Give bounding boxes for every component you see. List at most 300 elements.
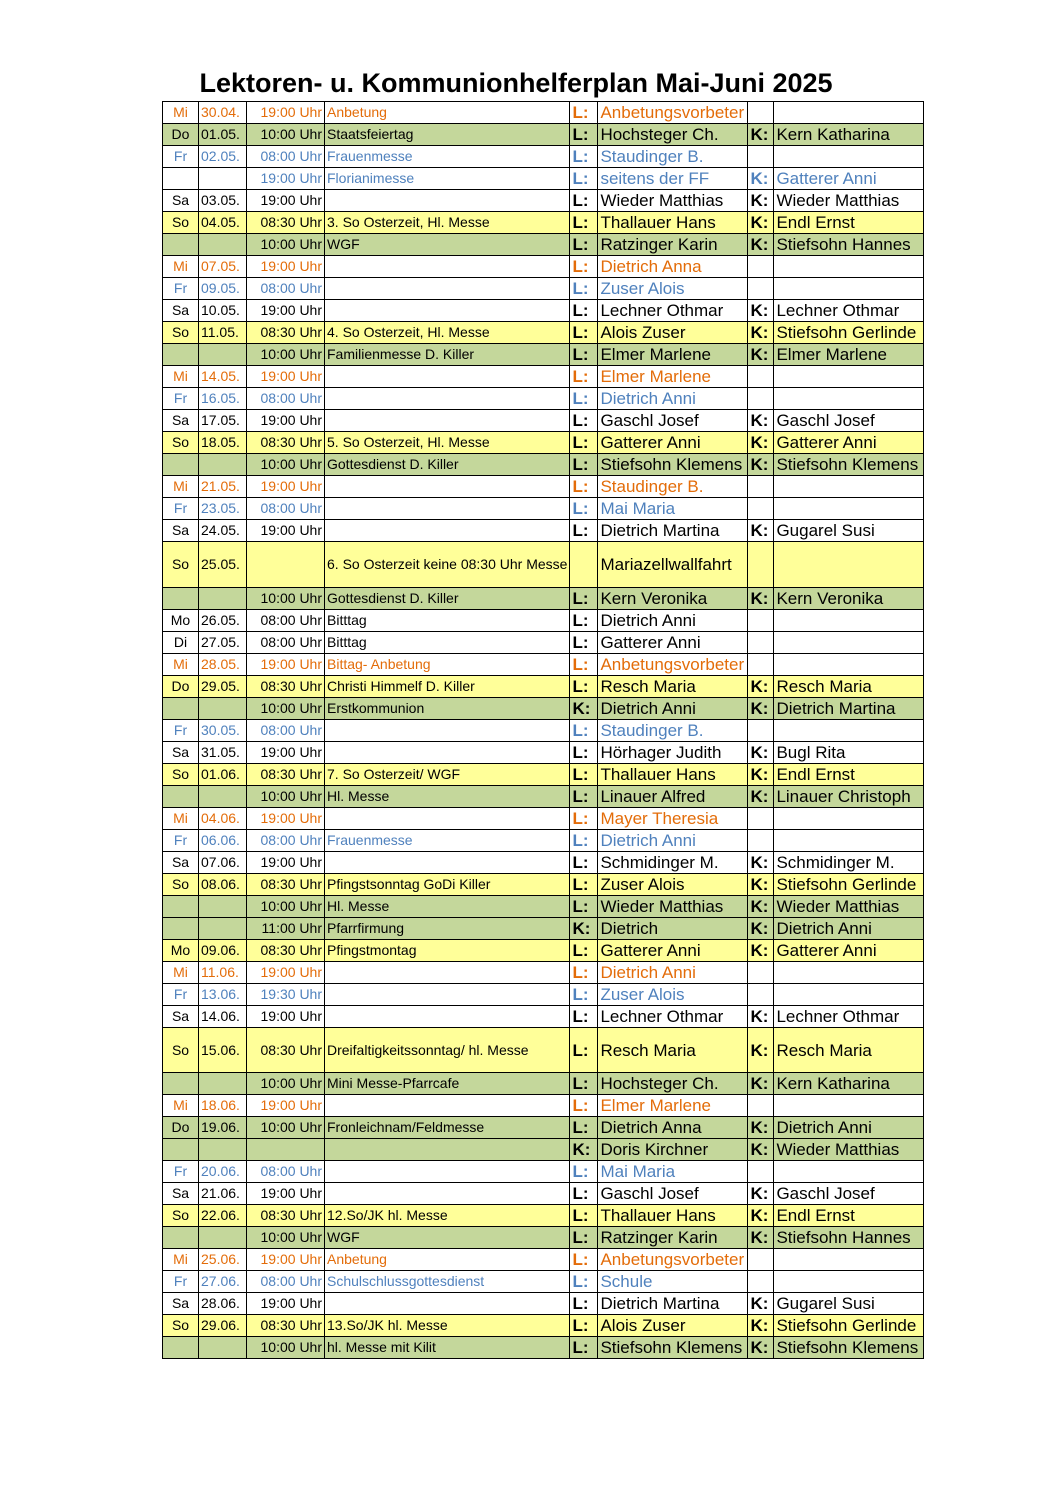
lector-role-cell: L: [570,498,598,520]
event-cell [325,366,570,388]
date-cell [199,1073,247,1095]
lector-name-cell: Gatterer Anni [598,940,748,962]
date-cell: 09.05. [199,278,247,300]
time-cell: 08:30 Uhr [247,764,325,786]
communion-name-cell: Resch Maria [774,1028,924,1073]
communion-name-cell [774,808,924,830]
day-cell: Mo [163,610,199,632]
schedule-row [163,610,924,632]
time-cell: 19:00 Uhr [247,1249,325,1271]
schedule-row [163,874,924,896]
schedule-row [163,918,924,940]
event-cell [325,1293,570,1315]
lector-name-cell: Dietrich Anni [598,610,748,632]
lector-name-cell: Dietrich Martina [598,1293,748,1315]
day-cell [163,344,199,366]
date-cell: 20.06. [199,1161,247,1183]
date-cell: 30.05. [199,720,247,742]
event-cell: Pfingstsonntag GoDi Killer [325,874,570,896]
lector-name-cell: Ratzinger Karin [598,1227,748,1249]
date-cell: 08.06. [199,874,247,896]
date-cell: 25.05. [199,542,247,588]
lector-name-cell: Anbetungsvorbeter [598,102,748,124]
event-cell [325,1139,570,1161]
date-cell: 21.06. [199,1183,247,1205]
time-cell: 19:00 Uhr [247,256,325,278]
communion-role-cell [748,542,774,588]
date-cell [199,234,247,256]
day-cell [163,588,199,610]
communion-name-cell: Gugarel Susi [774,520,924,542]
date-cell: 24.05. [199,520,247,542]
communion-name-cell [774,366,924,388]
time-cell: 10:00 Uhr [247,588,325,610]
communion-role-cell: K: [748,764,774,786]
event-cell: Frauenmesse [325,830,570,852]
event-cell: 6. So Osterzeit keine 08:30 Uhr Messe [325,542,570,588]
communion-name-cell [774,610,924,632]
time-cell: 10:00 Uhr [247,896,325,918]
lector-name-cell: Doris Kirchner [598,1139,748,1161]
lector-name-cell: Schule [598,1271,748,1293]
event-cell: 3. So Osterzeit, Hl. Messe [325,212,570,234]
day-cell: Mi [163,1249,199,1271]
lector-role-cell: L: [570,322,598,344]
day-cell: Mi [163,256,199,278]
day-cell: Mi [163,102,199,124]
time-cell: 08:30 Uhr [247,1315,325,1337]
communion-role-cell: K: [748,852,774,874]
lector-name-cell: Anbetungsvorbeter [598,1249,748,1271]
communion-name-cell [774,476,924,498]
day-cell: So [163,322,199,344]
communion-role-cell: K: [748,896,774,918]
lector-role-cell: L: [570,1293,598,1315]
time-cell: 19:00 Uhr [247,410,325,432]
communion-name-cell [774,278,924,300]
communion-role-cell: K: [748,1227,774,1249]
event-cell: 7. So Osterzeit/ WGF [325,764,570,786]
event-cell: 12.So/JK hl. Messe [325,1205,570,1227]
schedule-row [163,520,924,542]
schedule-row [163,212,924,234]
communion-role-cell [748,366,774,388]
time-cell: 19:30 Uhr [247,984,325,1006]
schedule-row [163,1117,924,1139]
communion-role-cell [748,388,774,410]
schedule-row [163,742,924,764]
date-cell: 11.05. [199,322,247,344]
communion-name-cell: Endl Ernst [774,1205,924,1227]
day-cell: Fr [163,278,199,300]
communion-role-cell [748,278,774,300]
communion-role-cell: K: [748,940,774,962]
lector-role-cell: L: [570,1117,598,1139]
communion-role-cell: K: [748,1073,774,1095]
event-cell: Pfarrfirmung [325,918,570,940]
lector-name-cell: Zuser Alois [598,984,748,1006]
time-cell: 10:00 Uhr [247,234,325,256]
day-cell [163,1337,199,1359]
communion-name-cell: Schmidinger M. [774,852,924,874]
communion-name-cell: Resch Maria [774,676,924,698]
day-cell: So [163,212,199,234]
schedule-row [163,366,924,388]
communion-role-cell: K: [748,918,774,940]
communion-name-cell [774,1249,924,1271]
communion-role-cell: K: [748,676,774,698]
lector-name-cell: Lechner Othmar [598,300,748,322]
schedule-row [163,278,924,300]
lector-name-cell: Dietrich Martina [598,520,748,542]
communion-name-cell [774,1095,924,1117]
day-cell: Sa [163,1006,199,1028]
day-cell: So [163,1205,199,1227]
communion-name-cell [774,984,924,1006]
day-cell: Fr [163,720,199,742]
event-cell: WGF [325,234,570,256]
time-cell: 08:30 Uhr [247,322,325,344]
lector-name-cell: Wieder Matthias [598,190,748,212]
date-cell: 04.06. [199,808,247,830]
event-cell [325,388,570,410]
date-cell: 27.06. [199,1271,247,1293]
lector-role-cell: L: [570,278,598,300]
lector-name-cell: Hörhager Judith [598,742,748,764]
lector-name-cell: Mai Maria [598,498,748,520]
lector-name-cell: Elmer Marlene [598,344,748,366]
date-cell: 22.06. [199,1205,247,1227]
day-cell: Sa [163,410,199,432]
lector-role-cell: L: [570,432,598,454]
lector-role-cell: L: [570,1028,598,1073]
schedule-row [163,676,924,698]
lector-role-cell: K: [570,698,598,720]
date-cell: 28.05. [199,654,247,676]
event-cell: Bittag- Anbetung [325,654,570,676]
lector-role-cell: L: [570,234,598,256]
lector-name-cell: Thallauer Hans [598,1205,748,1227]
lector-role-cell: L: [570,786,598,808]
communion-role-cell [748,984,774,1006]
schedule-row [163,124,924,146]
event-cell [325,720,570,742]
communion-name-cell [774,498,924,520]
date-cell: 02.05. [199,146,247,168]
lector-name-cell: Elmer Marlene [598,366,748,388]
schedule-row [163,1183,924,1205]
event-cell [325,852,570,874]
date-cell: 21.05. [199,476,247,498]
date-cell: 18.05. [199,432,247,454]
event-cell: WGF [325,1227,570,1249]
date-cell [199,1337,247,1359]
date-cell: 15.06. [199,1028,247,1073]
lector-role-cell: L: [570,146,598,168]
event-cell: Anbetung [325,1249,570,1271]
communion-name-cell [774,632,924,654]
time-cell [247,1139,325,1161]
day-cell [163,918,199,940]
communion-name-cell [774,542,924,588]
lector-role-cell: L: [570,1073,598,1095]
lector-name-cell: Dietrich Anni [598,698,748,720]
time-cell: 08:00 Uhr [247,720,325,742]
event-cell: hl. Messe mit Kilit [325,1337,570,1359]
day-cell: Fr [163,1271,199,1293]
date-cell: 26.05. [199,610,247,632]
lector-role-cell: L: [570,1227,598,1249]
event-cell [325,742,570,764]
communion-role-cell [748,632,774,654]
schedule-row [163,984,924,1006]
day-cell [163,896,199,918]
communion-name-cell: Dietrich Anni [774,918,924,940]
schedule-row [163,146,924,168]
date-cell: 28.06. [199,1293,247,1315]
lector-name-cell: Anbetungsvorbeter [598,654,748,676]
date-cell: 04.05. [199,212,247,234]
lector-name-cell: Hochsteger Ch. [598,124,748,146]
date-cell: 23.05. [199,498,247,520]
communion-role-cell [748,720,774,742]
lector-role-cell: L: [570,852,598,874]
day-cell: So [163,1315,199,1337]
communion-name-cell: Stiefsohn Klemens [774,454,924,476]
event-cell [325,984,570,1006]
day-cell: So [163,542,199,588]
event-cell [325,1161,570,1183]
time-cell: 08:00 Uhr [247,830,325,852]
communion-name-cell: Stiefsohn Klemens [774,1337,924,1359]
communion-role-cell [748,1271,774,1293]
lector-name-cell: Stiefsohn Klemens [598,454,748,476]
day-cell: So [163,1028,199,1073]
lector-role-cell: L: [570,1271,598,1293]
lector-name-cell: Dietrich Anna [598,1117,748,1139]
event-cell [325,410,570,432]
communion-name-cell [774,962,924,984]
lector-role-cell: L: [570,190,598,212]
event-cell: Erstkommunion [325,698,570,720]
time-cell: 10:00 Uhr [247,454,325,476]
lector-name-cell: seitens der FF [598,168,748,190]
lector-name-cell: Schmidinger M. [598,852,748,874]
time-cell: 10:00 Uhr [247,1337,325,1359]
communion-role-cell: K: [748,344,774,366]
time-cell: 19:00 Uhr [247,168,325,190]
schedule-row [163,1249,924,1271]
day-cell [163,786,199,808]
communion-name-cell: Elmer Marlene [774,344,924,366]
time-cell: 19:00 Uhr [247,654,325,676]
communion-name-cell: Gaschl Josef [774,1183,924,1205]
lector-role-cell: L: [570,520,598,542]
event-cell [325,476,570,498]
schedule-row [163,808,924,830]
event-cell: Anbetung [325,102,570,124]
date-cell [199,786,247,808]
event-cell [325,1006,570,1028]
event-cell [325,1183,570,1205]
event-cell [325,300,570,322]
communion-role-cell [748,102,774,124]
lector-role-cell: L: [570,874,598,896]
lector-role-cell: L: [570,476,598,498]
communion-role-cell: K: [748,1183,774,1205]
lector-name-cell: Dietrich [598,918,748,940]
date-cell: 07.05. [199,256,247,278]
date-cell: 10.05. [199,300,247,322]
lector-role-cell: L: [570,454,598,476]
date-cell: 03.05. [199,190,247,212]
communion-role-cell: K: [748,1028,774,1073]
communion-role-cell: K: [748,300,774,322]
lector-role-cell: L: [570,168,598,190]
time-cell: 19:00 Uhr [247,366,325,388]
communion-role-cell: K: [748,1205,774,1227]
communion-role-cell: K: [748,234,774,256]
day-cell: Fr [163,984,199,1006]
time-cell: 08:00 Uhr [247,388,325,410]
lector-role-cell: L: [570,124,598,146]
date-cell [199,588,247,610]
communion-name-cell [774,102,924,124]
day-cell: Sa [163,520,199,542]
schedule-row [163,454,924,476]
lector-name-cell: Dietrich Anna [598,256,748,278]
communion-name-cell: Stiefsohn Gerlinde [774,1315,924,1337]
communion-name-cell: Kern Katharina [774,124,924,146]
lector-role-cell: L: [570,632,598,654]
time-cell: 08:00 Uhr [247,1161,325,1183]
communion-name-cell: Kern Katharina [774,1073,924,1095]
event-cell [325,278,570,300]
day-cell: Mo [163,940,199,962]
schedule-row [163,1315,924,1337]
schedule-row [163,940,924,962]
event-cell: Dreifaltigkeitssonntag/ hl. Messe [325,1028,570,1073]
lector-name-cell: Thallauer Hans [598,212,748,234]
date-cell: 06.06. [199,830,247,852]
event-cell: Pfingstmontag [325,940,570,962]
communion-name-cell [774,654,924,676]
schedule-row [163,388,924,410]
day-cell [163,1139,199,1161]
lector-name-cell: Kern Veronika [598,588,748,610]
communion-name-cell: Wieder Matthias [774,896,924,918]
day-cell: Do [163,124,199,146]
day-cell [163,454,199,476]
event-cell: Mini Messe-Pfarrcafe [325,1073,570,1095]
lector-name-cell: Zuser Alois [598,278,748,300]
lector-name-cell: Wieder Matthias [598,896,748,918]
event-cell [325,256,570,278]
communion-role-cell: K: [748,520,774,542]
day-cell: Mi [163,366,199,388]
schedule-row [163,1227,924,1249]
lector-role-cell: L: [570,1337,598,1359]
lector-role-cell: L: [570,676,598,698]
time-cell: 08:30 Uhr [247,1028,325,1073]
day-cell [163,234,199,256]
day-cell: Fr [163,498,199,520]
lector-name-cell: Lechner Othmar [598,1006,748,1028]
communion-role-cell: K: [748,124,774,146]
event-cell [325,190,570,212]
schedule-row [163,476,924,498]
time-cell: 19:00 Uhr [247,962,325,984]
schedule-table [162,101,924,1359]
lector-name-cell: Thallauer Hans [598,764,748,786]
time-cell: 10:00 Uhr [247,698,325,720]
communion-role-cell: K: [748,168,774,190]
date-cell: 17.05. [199,410,247,432]
schedule-row [163,410,924,432]
lector-name-cell: Dietrich Anni [598,388,748,410]
time-cell: 19:00 Uhr [247,1183,325,1205]
schedule-row [163,344,924,366]
time-cell: 19:00 Uhr [247,742,325,764]
schedule-row [163,1095,924,1117]
schedule-row [163,1271,924,1293]
time-cell: 19:00 Uhr [247,1293,325,1315]
schedule-row [163,720,924,742]
time-cell: 08:30 Uhr [247,676,325,698]
communion-name-cell: Lechner Othmar [774,300,924,322]
schedule-row [163,1337,924,1359]
lector-role-cell: L: [570,212,598,234]
date-cell: 14.06. [199,1006,247,1028]
page-title: Lektoren- u. Kommunionhelferplan Mai-Juni 2025 [199,68,833,98]
lector-name-cell: Dietrich Anni [598,962,748,984]
communion-role-cell: K: [748,190,774,212]
event-cell [325,808,570,830]
date-cell: 11.06. [199,962,247,984]
lector-role-cell: L: [570,300,598,322]
event-cell: Gottesdienst D. Killer [325,588,570,610]
day-cell: Sa [163,190,199,212]
schedule-row [163,1293,924,1315]
time-cell: 10:00 Uhr [247,344,325,366]
communion-role-cell: K: [748,1315,774,1337]
schedule-row [163,1139,924,1161]
schedule-row [163,1161,924,1183]
communion-name-cell: Stiefsohn Gerlinde [774,874,924,896]
lector-role-cell: L: [570,366,598,388]
communion-name-cell: Stiefsohn Hannes [774,1227,924,1249]
schedule-row [163,432,924,454]
schedule-row [163,498,924,520]
schedule-row [163,168,924,190]
communion-name-cell: Gugarel Susi [774,1293,924,1315]
communion-role-cell: K: [748,454,774,476]
time-cell: 19:00 Uhr [247,852,325,874]
communion-name-cell: Gatterer Anni [774,168,924,190]
day-cell: Do [163,1117,199,1139]
day-cell: Sa [163,1293,199,1315]
time-cell: 08:30 Uhr [247,212,325,234]
date-cell [199,1227,247,1249]
day-cell: Mi [163,654,199,676]
lector-role-cell: L: [570,720,598,742]
date-cell: 31.05. [199,742,247,764]
event-cell: Schulschlussgottesdienst [325,1271,570,1293]
communion-name-cell: Stiefsohn Gerlinde [774,322,924,344]
lector-name-cell: Dietrich Anni [598,830,748,852]
communion-name-cell: Kern Veronika [774,588,924,610]
event-cell: 13.So/JK hl. Messe [325,1315,570,1337]
